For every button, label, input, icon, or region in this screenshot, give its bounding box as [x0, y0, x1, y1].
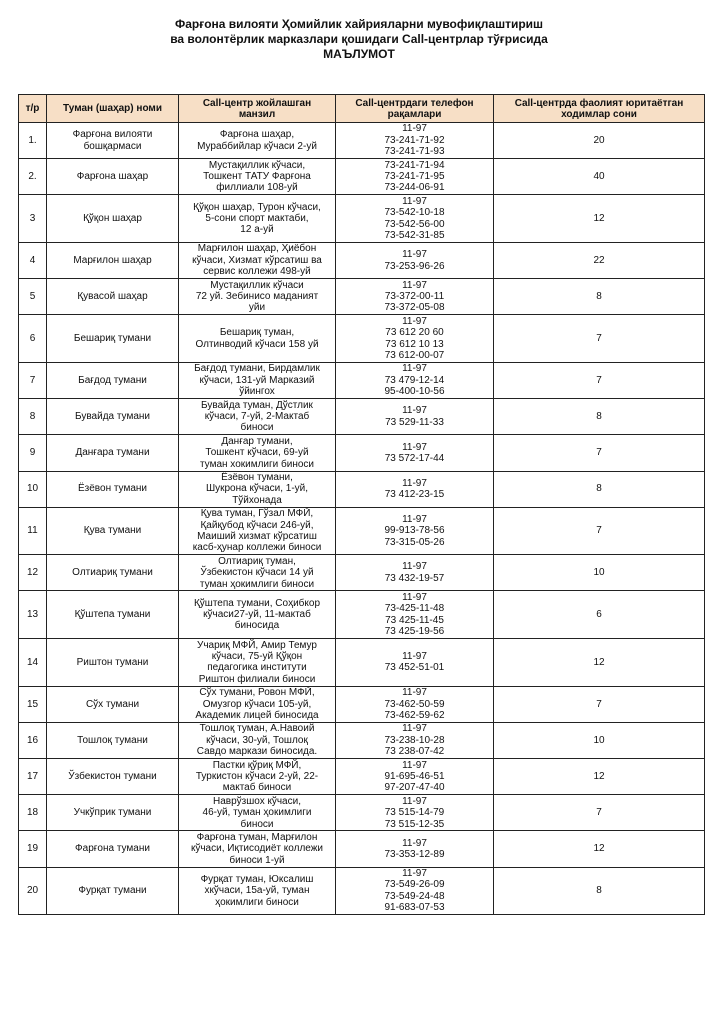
cell-phone-numbers-line: 97-207-47-40 — [384, 782, 445, 794]
cell-phone-numbers-line: 73 529-11-33 — [385, 416, 444, 428]
cell-phone-numbers-line: 11-97 — [402, 759, 427, 771]
cell-address-line: касб-ҳунар коллежи биноси — [192, 542, 322, 554]
cell-address — [179, 242, 336, 278]
cell-district-name-line: Фарғона тумани — [75, 843, 150, 855]
cell-address-line: Данғар тумани, — [221, 435, 293, 447]
header-phone-line: Call-центрдаги телефон — [355, 97, 474, 109]
cell-district-name-line: Данғара тумани — [75, 447, 150, 459]
table-row — [19, 759, 705, 795]
cell-phone-numbers-line: 73-372-00-11 — [384, 291, 445, 303]
cell-district-name — [47, 362, 179, 398]
cell-district-name-line: Бувайда тумани — [75, 411, 150, 423]
cell-phone-numbers — [336, 399, 494, 435]
cell-phone-numbers-line: 73-462-50-59 — [384, 698, 445, 710]
cell-employee-count: 7 — [494, 315, 705, 363]
cell-number: 4 — [19, 242, 47, 278]
cell-phone-numbers-line: 73-372-05-08 — [384, 302, 445, 314]
cell-address-line: Қўқон шаҳар, Турон кўчаси, — [193, 201, 321, 213]
cell-address-line: Пастки қўриқ МФЙ, — [212, 759, 302, 771]
cell-phone-numbers-line: 73-542-10-18 — [384, 207, 445, 219]
header-address-line: Call-центр жойлашган — [202, 97, 312, 109]
cell-district-name-line: Фарғона шаҳар — [76, 171, 149, 183]
cell-address-line: Мустақиллик кўчаси, — [208, 159, 306, 171]
cell-address-line: биноси 1-уй — [229, 854, 285, 866]
cell-phone-numbers-line: 11-97 — [402, 650, 427, 662]
cell-phone-numbers-line: 11-97 — [402, 123, 427, 135]
table-row — [19, 831, 705, 867]
cell-address — [179, 507, 336, 555]
cell-phone-numbers — [336, 195, 494, 243]
cell-phone-numbers-line: 73-549-24-48 — [384, 890, 445, 902]
cell-address-line: 5-сони спорт мактаби, — [205, 212, 309, 224]
cell-phone-numbers-line: 11-97 — [402, 687, 427, 699]
cell-district-name — [47, 831, 179, 867]
cell-address-line: хкўчаси, 15а-уй, туман — [204, 885, 310, 897]
cell-employee-count: 8 — [494, 867, 705, 915]
cell-district-name-line: Фарғона вилояти — [72, 129, 153, 141]
title-line-1: Фарғона вилояти Ҳомийлик хайрияларни мувофиқлаштириш — [174, 17, 544, 31]
table-row — [19, 471, 705, 507]
cell-address-line: Сўх тумани, Ровон МФЙ, — [199, 687, 315, 699]
cell-address-line: биносида — [234, 620, 280, 632]
table-row — [19, 242, 705, 278]
cell-phone-numbers-line: 73-241-71-95 — [384, 171, 445, 183]
cell-number: 8 — [19, 399, 47, 435]
table-row — [19, 435, 705, 471]
cell-district-name-line: Қўқон шаҳар — [83, 212, 142, 224]
cell-address-line: Риштон филиали биноси — [198, 673, 316, 685]
cell-number: 15 — [19, 686, 47, 722]
cell-phone-numbers-line: 73 612 20 60 — [385, 327, 444, 339]
cell-employee-count: 40 — [494, 159, 705, 195]
cell-address — [179, 831, 336, 867]
cell-district-name-line: Қувасой шаҳар — [77, 291, 148, 303]
cell-address — [179, 399, 336, 435]
cell-phone-numbers-line: 73 612 10 13 — [385, 338, 444, 350]
cell-phone-numbers-line: 73-425-11-48 — [384, 603, 445, 615]
cell-district-name — [47, 555, 179, 591]
cell-address-line: Тошкент кўчаси, 69-уй — [205, 447, 309, 459]
cell-phone-numbers-line: 11-97 — [402, 723, 427, 735]
cell-number: 14 — [19, 639, 47, 687]
cell-address-line: сервис коллежи 498-уй — [203, 266, 311, 278]
cell-phone-numbers-line: 73-542-56-00 — [384, 218, 445, 230]
cell-address-line: кўчаси, Хизмат кўрсатиш ва — [192, 254, 322, 266]
table-row — [19, 867, 705, 915]
cell-number: 11 — [19, 507, 47, 555]
cell-phone-numbers — [336, 555, 494, 591]
cell-address-line: Қўштепа тумани, Соҳибкор — [193, 597, 321, 609]
cell-phone-numbers — [336, 759, 494, 795]
cell-phone-numbers — [336, 795, 494, 831]
title-line-2: ва волонтёрлик марказлари қошидаги Call-центрлар тўғрисида — [170, 32, 548, 46]
cell-address — [179, 159, 336, 195]
cell-phone-numbers — [336, 507, 494, 555]
table-header — [19, 95, 705, 123]
cell-address-line: туман ҳокимлиги биноси — [199, 578, 315, 590]
cell-district-name — [47, 686, 179, 722]
cell-phone-numbers — [336, 242, 494, 278]
cell-phone-numbers-line: 11-97 — [402, 315, 427, 327]
cell-district-name-line: Бешариқ тумани — [73, 332, 152, 344]
cell-district-name — [47, 279, 179, 315]
cell-number: 6 — [19, 315, 47, 363]
cell-address-line: Бағдод тумани, Бирдамлик — [194, 363, 320, 375]
table-row — [19, 315, 705, 363]
document-title — [0, 17, 718, 62]
cell-phone-numbers-line: 11-97 — [402, 795, 427, 807]
cell-address-line: Шукрона кўчаси, 1-уй, — [205, 483, 309, 495]
cell-address-line: кўчаси, Иқтисодиёт коллежи — [190, 843, 324, 855]
header-employee-count — [494, 95, 705, 123]
cell-number: 3 — [19, 195, 47, 243]
cell-phone-numbers-line: 11-97 — [402, 837, 427, 849]
cell-address-line: ўйингох — [239, 386, 275, 398]
cell-phone-numbers-line: 11-97 — [402, 477, 427, 489]
cell-employee-count: 8 — [494, 399, 705, 435]
cell-address-line: Омузгор кўчаси 105-уй, — [202, 698, 312, 710]
cell-district-name — [47, 242, 179, 278]
cell-district-name-line: Ўзбекистон тумани — [68, 770, 157, 782]
cell-phone-numbers — [336, 123, 494, 159]
cell-employee-count: 7 — [494, 686, 705, 722]
cell-address-line: Қува туман, Гўзал МФЙ, — [200, 508, 314, 520]
cell-employee-count: 12 — [494, 195, 705, 243]
cell-phone-numbers — [336, 159, 494, 195]
cell-phone-numbers-line: 73 432-19-57 — [384, 572, 445, 584]
cell-address-line: Марғилон шаҳар, Ҳиёбон — [197, 243, 317, 255]
cell-phone-numbers-line: 73 612-00-07 — [384, 350, 445, 362]
cell-number: 17 — [19, 759, 47, 795]
cell-phone-numbers-line: 11-97 — [402, 249, 427, 261]
cell-number: 5 — [19, 279, 47, 315]
cell-employee-count: 10 — [494, 555, 705, 591]
cell-address — [179, 123, 336, 159]
cell-employee-count: 8 — [494, 279, 705, 315]
cell-address-line: Фарғона шаҳар, — [219, 129, 295, 141]
cell-phone-numbers — [336, 362, 494, 398]
cell-district-name — [47, 195, 179, 243]
cell-employee-count: 8 — [494, 471, 705, 507]
table-body — [19, 123, 705, 915]
cell-phone-numbers-line: 73-241-71-94 — [384, 159, 445, 171]
cell-address-line: Маиший хизмат кўрсатиш — [197, 530, 317, 542]
cell-phone-numbers — [336, 471, 494, 507]
cell-phone-numbers-line: 11-97 — [402, 405, 427, 417]
cell-phone-numbers — [336, 722, 494, 758]
cell-employee-count: 12 — [494, 831, 705, 867]
cell-phone-numbers-line: 73 412-23-15 — [384, 489, 445, 501]
cell-address-line: биноси — [240, 818, 274, 830]
cell-address-line: кўчаси, 75-уй Қўқон — [211, 650, 303, 662]
table-row — [19, 399, 705, 435]
cell-address — [179, 555, 336, 591]
cell-district-name — [47, 123, 179, 159]
cell-phone-numbers — [336, 639, 494, 687]
table-row — [19, 639, 705, 687]
cell-phone-numbers-line: 11-97 — [402, 195, 427, 207]
cell-phone-numbers-line: 73-238-10-28 — [384, 734, 445, 746]
cell-number: 16 — [19, 722, 47, 758]
cell-address — [179, 795, 336, 831]
cell-address — [179, 639, 336, 687]
cell-district-name-line: Марғилон шаҳар — [73, 254, 152, 266]
cell-district-name-line: Сўх тумани — [85, 698, 140, 710]
cell-district-name-line: Қўштепа тумани — [74, 609, 151, 621]
cell-address-line: филлиали 108-уй — [216, 182, 298, 194]
cell-phone-numbers-line: 73-244-06-91 — [384, 182, 445, 194]
cell-phone-numbers — [336, 591, 494, 639]
cell-number: 18 — [19, 795, 47, 831]
cell-district-name-line: Ёзёвон тумани — [77, 483, 147, 495]
cell-employee-count: 6 — [494, 591, 705, 639]
cell-phone-numbers-line: 73-241-71-92 — [384, 134, 445, 146]
cell-phone-numbers-line: 73 452-51-01 — [384, 662, 445, 674]
cell-district-name-line: бошқармаси — [83, 140, 142, 152]
cell-phone-numbers-line: 95-400-10-56 — [384, 386, 445, 398]
cell-district-name — [47, 591, 179, 639]
cell-number: 7 — [19, 362, 47, 398]
header-phone-line: рақамлари — [387, 108, 442, 120]
cell-address-line: туман хокимлиги биноси — [199, 458, 315, 470]
cell-address-line: кўчаси, 30-уй, Тошлоқ — [206, 734, 308, 746]
cell-employee-count: 10 — [494, 722, 705, 758]
cell-address-line: кўчаси, 131-уй Марказий — [199, 374, 315, 386]
cell-address-line: кўчаси, 7-уй, 2-Мактаб — [204, 411, 310, 423]
cell-address — [179, 362, 336, 398]
cell-phone-numbers-line: 11-97 — [402, 441, 427, 453]
cell-employee-count: 7 — [494, 362, 705, 398]
cell-phone-numbers — [336, 686, 494, 722]
cell-district-name-line: Олтиариқ тумани — [72, 567, 153, 579]
cell-employee-count: 22 — [494, 242, 705, 278]
cell-address — [179, 471, 336, 507]
cell-number: 13 — [19, 591, 47, 639]
table-row — [19, 686, 705, 722]
cell-phone-numbers-line: 73-315-05-26 — [384, 536, 445, 548]
cell-address-line: Мураббийлар кўчаси 2-уй — [197, 140, 317, 152]
cell-phone-numbers-line: 73 238-07-42 — [384, 746, 445, 758]
cell-phone-numbers-line: 73 479-12-14 — [384, 374, 445, 386]
cell-address-line: ҳокимлиги биноси — [215, 896, 299, 908]
cell-address-line: Академик лицей биносида — [195, 709, 319, 721]
cell-address-line: Туркистон кўчаси 2-уй, 22- — [195, 770, 319, 782]
cell-address-line: 72 уй. Зебинисо маданият — [195, 291, 319, 303]
cell-address-line: Ёзёвон тумани, — [221, 471, 293, 483]
cell-address-line: 46-уй, туман ҳокимлиги — [202, 807, 312, 819]
cell-district-name — [47, 471, 179, 507]
cell-address-line: Савдо маркази биносида. — [196, 746, 318, 758]
table-row — [19, 722, 705, 758]
cell-employee-count: 7 — [494, 795, 705, 831]
cell-address-line: мактаб биноси — [222, 782, 292, 794]
cell-number: 1. — [19, 123, 47, 159]
cell-district-name-line: Тошлоқ тумани — [77, 734, 148, 746]
cell-phone-numbers — [336, 867, 494, 915]
cell-number: 20 — [19, 867, 47, 915]
cell-address — [179, 759, 336, 795]
cell-phone-numbers-line: 11-97 — [402, 363, 427, 375]
call-center-table — [18, 94, 705, 915]
cell-district-name — [47, 435, 179, 471]
cell-address — [179, 195, 336, 243]
cell-address-line: Қайқубод кўчаси 246-уй, — [200, 519, 314, 531]
table-row — [19, 159, 705, 195]
cell-address — [179, 686, 336, 722]
cell-district-name-line: Фурқат тумани — [78, 885, 147, 897]
cell-district-name-line: Бағдод тумани — [78, 374, 147, 386]
cell-address-line: Олтиариқ туман, — [218, 555, 296, 567]
cell-phone-numbers-line: 11-97 — [402, 279, 427, 291]
cell-address-line: Бешариқ туман, — [219, 327, 295, 339]
cell-phone-numbers-line: 99-913-78-56 — [384, 525, 445, 537]
cell-phone-numbers-line: 11-97 — [402, 513, 427, 525]
title-line-3: МАЪЛУМОТ — [323, 47, 395, 61]
cell-phone-numbers-line: 73-462-59-62 — [384, 709, 445, 721]
cell-phone-numbers-line: 73 515-12-35 — [384, 818, 445, 830]
cell-phone-numbers — [336, 315, 494, 363]
cell-number: 9 — [19, 435, 47, 471]
table-row — [19, 507, 705, 555]
cell-phone-numbers-line: 73-353-12-89 — [384, 849, 445, 860]
cell-address-line: уйи — [248, 302, 266, 314]
cell-address — [179, 722, 336, 758]
header-employee-line: ходимлар сони — [561, 108, 637, 120]
cell-phone-numbers-line: 73-549-26-09 — [384, 879, 445, 891]
cell-address-line: кўчаси27-уй, 11-мактаб — [203, 609, 311, 621]
cell-employee-count: 7 — [494, 435, 705, 471]
cell-address — [179, 279, 336, 315]
cell-address — [179, 435, 336, 471]
cell-address-line: биноси — [240, 422, 274, 434]
cell-employee-count: 12 — [494, 759, 705, 795]
cell-address-line: 12 а-уй — [240, 224, 274, 236]
header-employee-line: Call-центрда фаолият юритаётган — [514, 97, 684, 109]
cell-address-line: Учариқ МФЙ, Амир Темур — [196, 639, 317, 651]
cell-district-name — [47, 795, 179, 831]
header-address — [179, 95, 336, 123]
cell-phone-numbers-line: 73 515-14-79 — [384, 807, 445, 819]
cell-address-line: педагогика институти — [207, 662, 307, 674]
cell-address-line: Наврўзшох кўчаси, — [212, 795, 301, 807]
cell-phone-numbers-line: 73-241-71-93 — [384, 146, 445, 158]
cell-phone-numbers — [336, 831, 494, 867]
cell-address-line: Олтинводий кўчаси 158 уй — [195, 338, 319, 350]
cell-address-line: Бувайда туман, Дўстлик — [201, 399, 313, 411]
header-address-line: манзил — [238, 108, 276, 120]
table-row — [19, 279, 705, 315]
table-row — [19, 195, 705, 243]
cell-district-name — [47, 507, 179, 555]
cell-phone-numbers-line: 91-683-07-53 — [384, 902, 445, 914]
cell-employee-count: 7 — [494, 507, 705, 555]
cell-district-name-line: Қува тумани — [83, 525, 142, 537]
cell-district-name — [47, 722, 179, 758]
cell-phone-numbers-line: 73-253-96-26 — [384, 260, 445, 272]
cell-address-line: Мустақиллик кўчаси — [210, 279, 304, 291]
header-number: т/р — [19, 95, 47, 123]
cell-phone-numbers-line: 73 572-17-44 — [384, 452, 445, 464]
cell-phone-numbers-line: 73-542-31-85 — [384, 230, 445, 242]
cell-district-name — [47, 759, 179, 795]
table-row — [19, 795, 705, 831]
cell-phone-numbers-line: 11-97 — [402, 868, 427, 880]
cell-number: 2. — [19, 159, 47, 195]
cell-phone-numbers-line: 91-695-46-51 — [384, 770, 445, 782]
table-row — [19, 591, 705, 639]
cell-address-line: Фарғона туман, Марғилон — [196, 831, 318, 843]
cell-district-name — [47, 399, 179, 435]
cell-number: 12 — [19, 555, 47, 591]
cell-address-line: Тошлоқ туман, А.Навоий — [199, 723, 315, 735]
cell-district-name — [47, 159, 179, 195]
cell-district-name — [47, 867, 179, 915]
header-district-name: Туман (шаҳар) номи — [47, 95, 179, 123]
cell-phone-numbers-line: 73 425-11-45 — [385, 614, 444, 626]
cell-district-name — [47, 315, 179, 363]
cell-address-line: Фурқат туман, Юксалиш — [200, 873, 314, 885]
cell-phone-numbers-line: 73 425-19-56 — [384, 626, 445, 638]
cell-phone-numbers-line: 11-97 — [402, 561, 427, 573]
header-phone-numbers — [336, 95, 494, 123]
cell-district-name — [47, 639, 179, 687]
cell-address-line: Тошкент ТАТУ Фарғона — [203, 171, 311, 183]
cell-number: 10 — [19, 471, 47, 507]
cell-address-line: Ўзбекистон кўчаси 14 уй — [200, 567, 314, 579]
cell-address — [179, 867, 336, 915]
cell-address — [179, 591, 336, 639]
table-row — [19, 123, 705, 159]
cell-phone-numbers-line: 11-97 — [402, 591, 427, 603]
cell-address — [179, 315, 336, 363]
cell-number: 19 — [19, 831, 47, 867]
table-row — [19, 555, 705, 591]
cell-employee-count: 20 — [494, 123, 705, 159]
cell-address-line: Тўйхонада — [232, 494, 282, 506]
table-row — [19, 362, 705, 398]
cell-phone-numbers — [336, 279, 494, 315]
cell-district-name-line: Риштон тумани — [76, 656, 149, 668]
cell-employee-count: 12 — [494, 639, 705, 687]
cell-phone-numbers — [336, 435, 494, 471]
cell-district-name-line: Учкўприк тумани — [73, 807, 152, 819]
